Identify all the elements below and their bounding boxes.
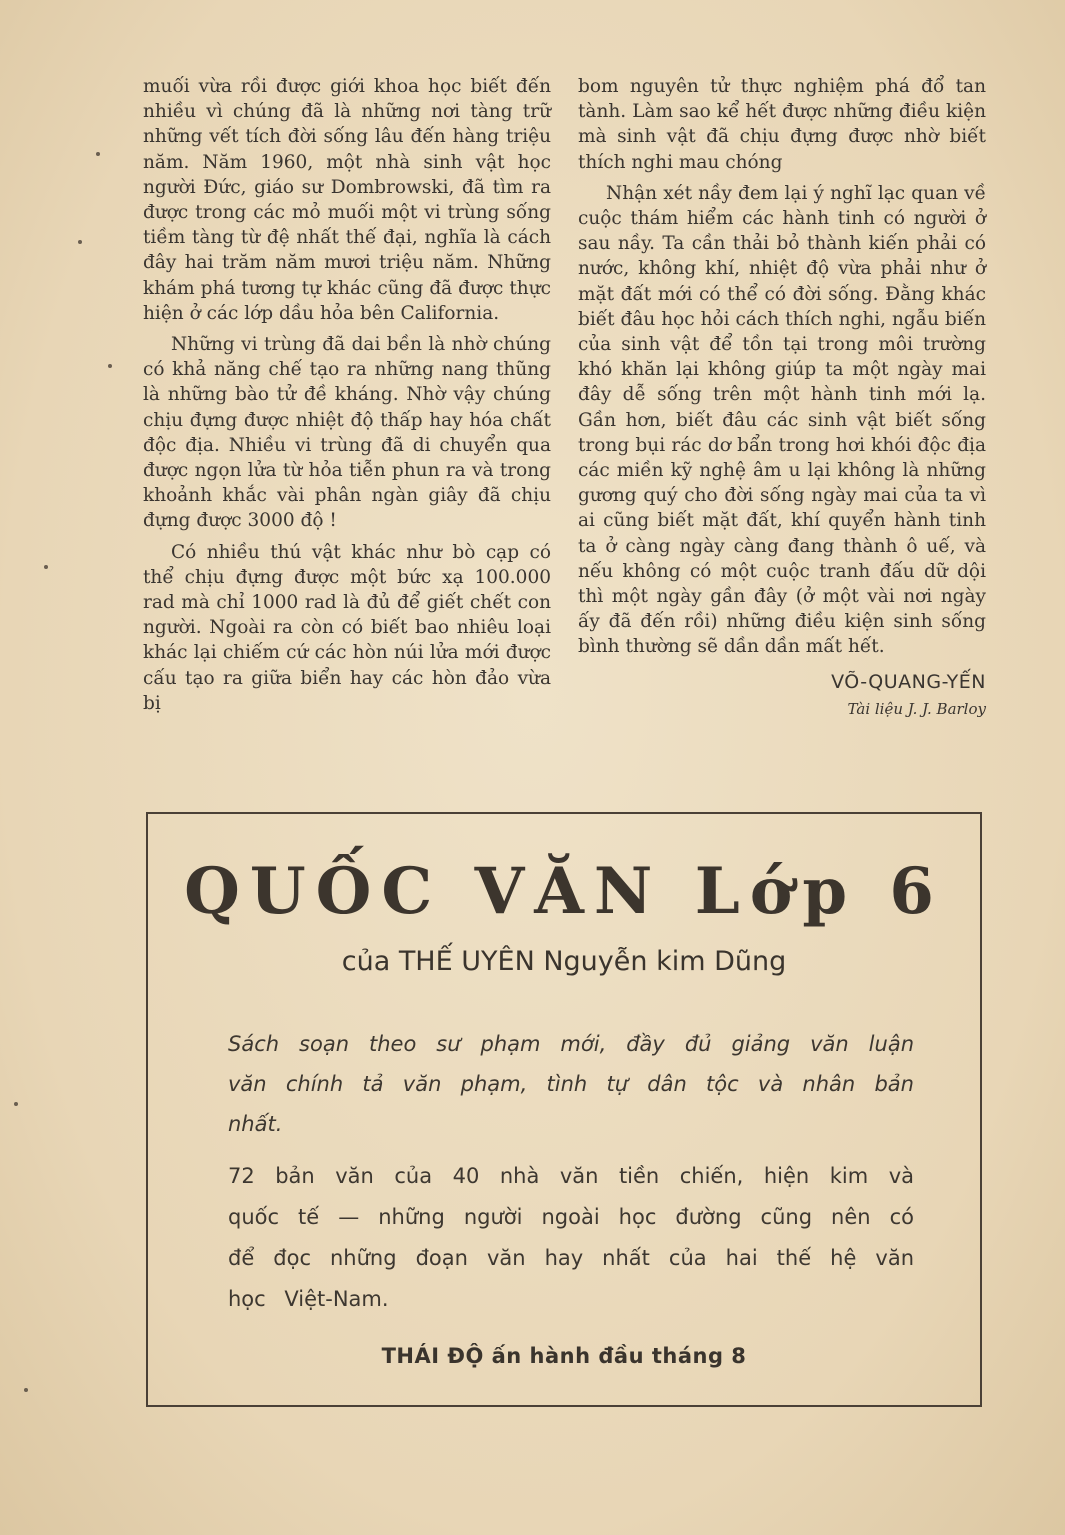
article-paragraph: Những vi trùng đã dai bền là nhờ chúng có khả năng chế tạo ra những nang thũng là những bào tử đề kháng. Nhờ vậy chúng chịu đựng được nhiệt độ thấp hay hóa chất độc địa. Nhiều vi trùng đã di chuyển qua được ngọn lửa từ hỏa tiễn phun ra và trong khoảnh khắc vài phân ngàn giây đã chịu đựng được 3000 độ ! [143,334,551,532]
article-author: VÕ-QUANG-YẾN [831,670,986,693]
print-speck [78,240,82,244]
article-left-column [143,74,551,716]
ad-body-text: 72 bản văn của 40 nhà văn tiền chiến, hiện kim và quốc tế — những người ngoài học đường cũng nên có để đọc những đoạn văn hay nhất của hai thế hệ văn học Việt-Nam. [228,1164,914,1311]
article-right-column [578,74,986,722]
article-paragraph: bom nguyên tử thực nghiệm phá đổ tan tành. Làm sao kể hết được những điều kiện mà sinh vật đã chịu đựng được nhờ biết thích nghi mau chóng [578,76,986,173]
article-paragraph: muối vừa rồi được giới khoa học biết đến nhiều vì chúng đã là những nơi tàng trữ những vết tích đời sống lâu đến hàng triệu năm. Năm 1960, một nhà sinh vật học người Đức, giáo sư Dombrowski, đã tìm ra được trong các mỏ muối một vi trùng sống tiềm tàng từ đệ nhất thế đại, nghĩa là cách đây hai trăm năm mươi triệu năm. Những khám phá tương tự khác cũng đã được thực hiện ở các lớp dầu hỏa bên California. [143,76,551,324]
book-advertisement [146,812,982,1407]
ad-author-line: của THẾ UYÊN Nguyễn kim Dũng [341,946,787,977]
ad-description: Sách soạn theo sư phạm mới, đầy đủ giảng văn luận văn chính tả văn phạm, tình tự dân tộc và nhân bản nhất. [228,1032,914,1136]
article-paragraph: Nhận xét nầy đem lại ý nghĩ lạc quan về cuộc thám hiểm các hành tinh có người ở sau nầy. Ta cần thải bỏ thành kiến phải có nước, không khí, nhiệt độ vừa phải như ở mặt đất mới có thể có đời sống. Đằng khác biết đâu học hỏi cách thích nghi, ngẫu biến của sinh vật để tồn tại trong môi trường khó khăn lại không giúp ta một ngày mai đây dễ sống trên một hành tinh mới lạ. Gần hơn, biết đâu các sinh vật biết sống trong bụi rác dơ bẩn trong hơi khói độc địa các miền kỹ nghệ âm u lại không là những gương quý cho đời sống ngày mai của ta vì ai cũng biết mặt đất, khí quyển hành tinh ta ở càng ngày càng đang thành ô uế, và nếu không có một cuộc tranh đấu dữ dội thì một ngày gần đây (ở một vài nơi ngày ấy đã đến rồi) những điều kiện sinh sống bình thường sẽ dần dần mất hết. [578,182,986,658]
article-paragraph: Có nhiều thú vật khác như bò cạp có thể chịu đựng được một bức xạ 100.000 rad mà chỉ 1000 rad là đủ để giết chết con người. Ngoài ra còn có biết bao nhiêu loại khác lại chiếm cứ các hòn núi lửa mới được cấu tạo ra giữa biển hay các hòn đảo vừa bị [143,541,551,714]
print-speck [14,1102,18,1106]
article-source: Tài liệu J. J. Barloy [847,699,986,718]
print-speck [108,364,112,368]
print-speck [24,1388,28,1392]
print-speck [44,565,48,569]
ad-title: QUỐC VĂN Lớp 6 [184,854,944,929]
ad-publisher-footer: THÁI ĐỘ ấn hành đầu tháng 8 [381,1344,747,1368]
print-speck [96,152,100,156]
